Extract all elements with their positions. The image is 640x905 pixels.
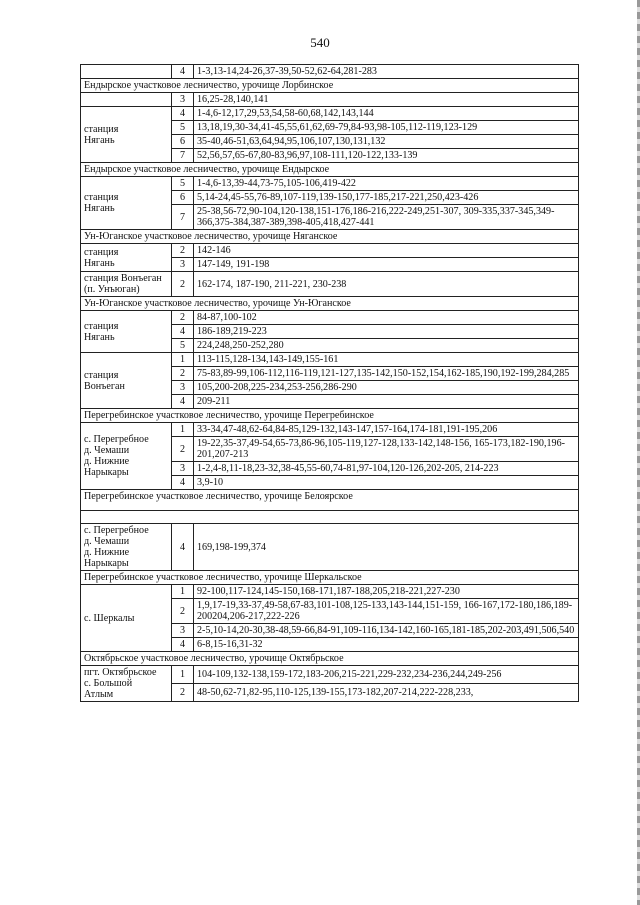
class-cell: 6 [172,135,194,149]
locality-cell: с. Перегребное д. Чемаши д. Нижние Нарыкары [81,423,172,490]
class-cell: 4 [172,395,194,409]
table-row [81,311,579,325]
quarters-cell: 19-22,35-37,49-54,65-73,86-96,105-119,127-128,133-142,148-156, 165-173,182-190,196-201,207-213 [194,437,579,462]
quarters-cell: 1,9,17-19,33-37,49-58,67-83,101-108,125-133,143-144,151-159, 166-167,172-180,186,189-200204,206-217,222-226 [194,599,579,624]
quarters-cell: 209-211 [194,395,579,409]
quarters-cell: 162-174, 187-190, 211-221, 230-238 [194,272,579,297]
locality-cell: с. Шеркалы [81,585,172,652]
section-row [81,652,579,666]
class-cell: 3 [172,462,194,476]
class-cell: 2 [172,367,194,381]
section-row [81,571,579,585]
quarters-cell: 224,248,250-252,280 [194,339,579,353]
page-number: 540 [310,35,330,50]
table-row [81,353,579,367]
quarters-cell: 35-40,46-51,63,64,94,95,106,107,130,131,132 [194,135,579,149]
section-title: Ун-Юганское участковое лесничество, урочище Няганское [81,230,579,244]
locality-cell: станция Вонъеган (п. Унъюган) [81,272,172,297]
quarters-cell: 142-146 [194,244,579,258]
locality-cell: станция Нягань [81,177,172,230]
quarters-cell: 52,56,57,65-67,80-83,96,97,108-111,120-122,133-139 [194,149,579,163]
section-title: Октябрьское участковое лесничество, урочище Октябрьское [81,652,579,666]
section-title: Ендырское участковое лесничество, урочище Ендырское [81,163,579,177]
locality-cell: станция Вонъеган [81,353,172,409]
quarters-cell: 147-149, 191-198 [194,258,579,272]
quarters-cell: 1-3,13-14,24-26,37-39,50-52,62-64,281-283 [194,65,579,79]
quarters-cell: 2-5,10-14,20-30,38-48,59-66,84-91,109-116,134-142,160-165,181-185,202-203,491,506,540 [194,624,579,638]
class-cell: 1 [172,585,194,599]
section-row [81,490,579,511]
class-cell: 2 [172,437,194,462]
class-cell: 4 [172,65,194,79]
quarters-cell: 105,200-208,225-234,253-256,286-290 [194,381,579,395]
table-row [81,666,579,684]
table-row [81,65,579,79]
quarters-cell: 1-4,6-12,17,29,53,54,58-60,68,142,143,144 [194,107,579,121]
section-row [81,297,579,311]
section-row [81,163,579,177]
locality-cell: станция Нягань [81,244,172,272]
class-cell: 3 [172,258,194,272]
class-cell: 2 [172,272,194,297]
locality-cell: пгт. Октябрьское с. Большой Атлым [81,666,172,702]
class-cell: 5 [172,339,194,353]
class-cell: 2 [172,244,194,258]
locality-cell [81,93,172,107]
quarters-cell: 92-100,117-124,145-150,168-171,187-188,205,218-221,227-230 [194,585,579,599]
quarters-cell: 84-87,100-102 [194,311,579,325]
locality-cell: станция Нягань [81,311,172,353]
table-row [81,244,579,258]
class-cell: 3 [172,93,194,107]
spacer-row [81,511,579,524]
table-row [81,585,579,599]
section-row [81,230,579,244]
table-row [81,177,579,191]
table-row [81,107,579,121]
locality-cell: с. Перегребное д. Чемаши д. Нижние Нарыкары [81,524,172,571]
forest-quarters-table [80,64,579,702]
class-cell: 2 [172,311,194,325]
quarters-cell: 48-50,62-71,82-95,110-125,139-155,173-182,207-214,222-228,233, [194,684,579,702]
quarters-cell: 169,198-199,374 [194,524,579,571]
section-row [81,79,579,93]
table-row [81,423,579,437]
class-cell: 4 [172,476,194,490]
class-cell: 2 [172,599,194,624]
locality-cell: станция Нягань [81,107,172,163]
class-cell: 4 [172,107,194,121]
class-cell: 4 [172,638,194,652]
class-cell: 7 [172,149,194,163]
locality-cell [81,65,172,79]
section-title: Ендырское участковое лесничество, урочище Лорбинское [81,79,579,93]
section-row [81,409,579,423]
class-cell: 1 [172,353,194,367]
quarters-cell: 13,18,19,30-34,41-45,55,61,62,69-79,84-93,98-105,112-119,123-129 [194,121,579,135]
quarters-cell: 6-8,15-16,31-32 [194,638,579,652]
table-row [81,272,579,297]
class-cell: 7 [172,205,194,230]
section-title: Перегребинское участковое лесничество, урочище Шеркальское [81,571,579,585]
section-title: Перегребинское участковое лесничество, урочище Белоярское [81,490,579,511]
section-title: Ун-Юганское участковое лесничество, урочище Ун-Юганское [81,297,579,311]
quarters-cell: 113-115,128-134,143-149,155-161 [194,353,579,367]
quarters-cell: 33-34,47-48,62-64,84-85,129-132,143-147,157-164,174-181,191-195,206 [194,423,579,437]
class-cell: 1 [172,666,194,684]
class-cell: 1 [172,423,194,437]
quarters-cell: 1-2,4-8,11-18,23-32,38-45,55-60,74-81,97-104,120-126,202-205, 214-223 [194,462,579,476]
quarters-cell: 75-83,89-99,106-112,116-119,121-127,135-142,150-152,154,162-185,190,192-199,284,285 [194,367,579,381]
table-row [81,93,579,107]
spacer-cell [81,511,579,524]
class-cell: 5 [172,121,194,135]
section-title: Перегребинское участковое лесничество, урочище Перегребинское [81,409,579,423]
quarters-cell: 186-189,219-223 [194,325,579,339]
class-cell: 6 [172,191,194,205]
quarters-cell: 1-4,6-13,39-44,73-75,105-106,419-422 [194,177,579,191]
table-body [81,65,579,702]
class-cell: 5 [172,177,194,191]
quarters-cell: 25-38,56-72,90-104,120-138,151-176,186-216,222-249,251-307, 309-335,337-345,349-366,375-384,387-389,398-405,418,427-441 [194,205,579,230]
class-cell: 3 [172,381,194,395]
table-row [81,524,579,571]
quarters-cell: 3,9-10 [194,476,579,490]
quarters-cell: 104-109,132-138,159-172,183-206,215-221,229-232,234-236,244,249-256 [194,666,579,684]
class-cell: 3 [172,624,194,638]
class-cell: 4 [172,325,194,339]
class-cell: 2 [172,684,194,702]
quarters-cell: 5,14-24,45-55,76-89,107-119,139-150,177-185,217-221,250,423-426 [194,191,579,205]
class-cell: 4 [172,524,194,571]
quarters-cell: 16,25-28,140,141 [194,93,579,107]
